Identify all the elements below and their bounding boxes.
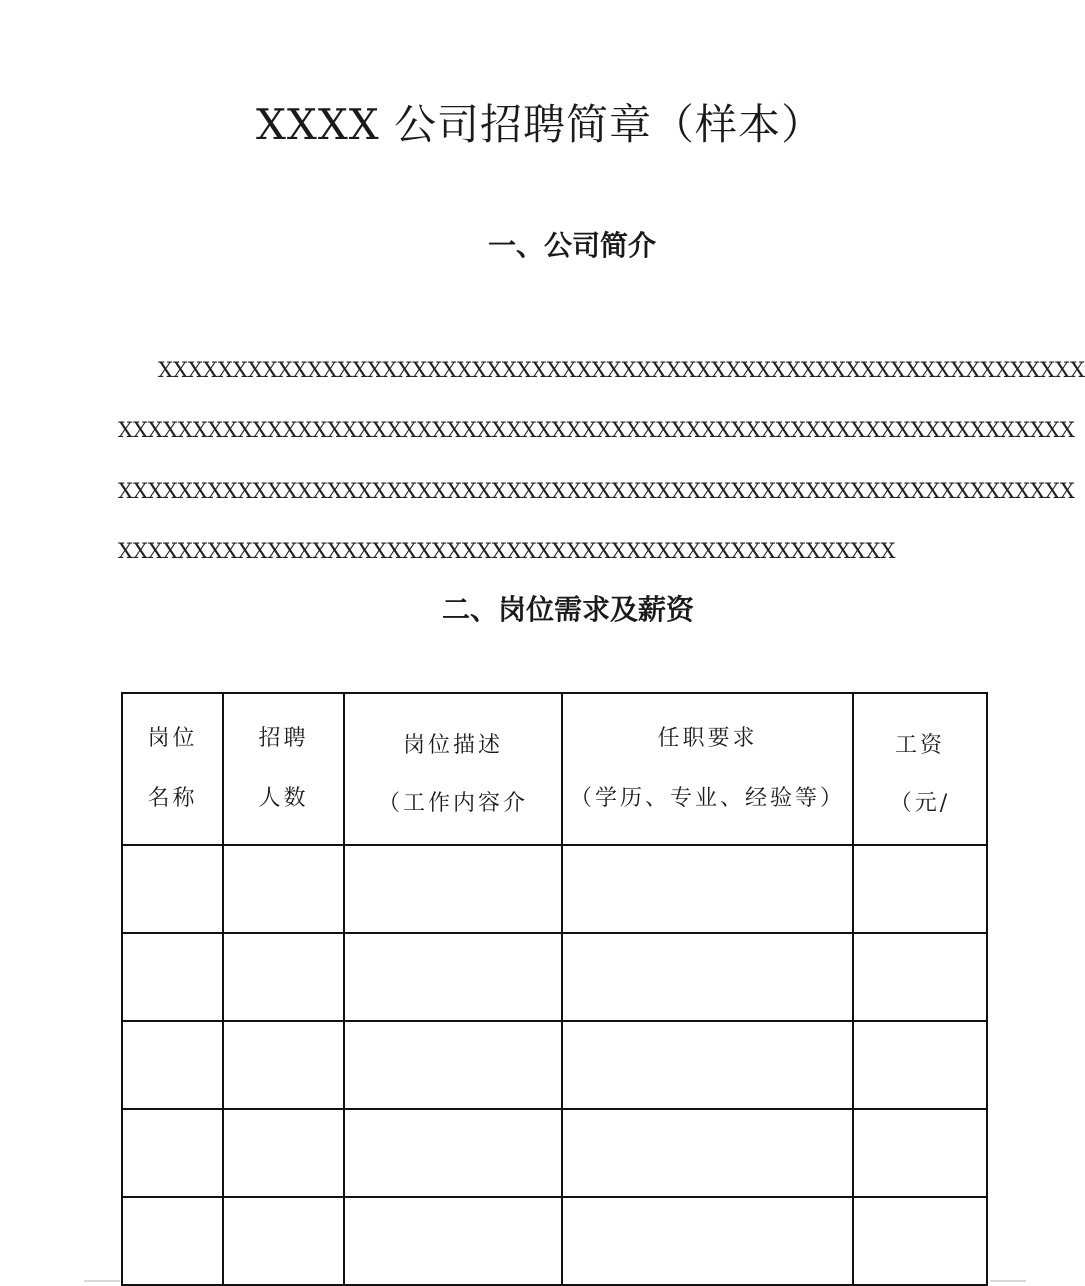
header-line: （学历、专业、经验等） [569,786,845,811]
table-cell[interactable] [223,1109,344,1197]
table-cell[interactable] [853,1197,987,1285]
table-cell[interactable] [853,845,987,933]
table-cell[interactable] [562,1021,853,1109]
table-cell[interactable] [344,1197,562,1285]
intro-text-line: XXXXXXXXXXXXXXXXXXXXXXXXXXXXXXXXXXXXXXXXXXXXXXXXXXXXXXXXXXXXXX [158,358,1085,382]
table-row [122,933,987,1021]
table-cell[interactable] [223,1197,344,1285]
page-margin-marker [84,1280,120,1282]
section-heading-positions-salary: 二、岗位需求及薪资 [442,593,695,626]
page-margin-marker [990,1280,1026,1282]
table-cell[interactable] [122,1021,223,1109]
table-cell[interactable] [223,1021,344,1109]
header-salary [853,693,987,845]
table-cell[interactable] [122,933,223,1021]
table-cell[interactable] [344,933,562,1021]
table-cell[interactable] [853,1021,987,1109]
header-line: 岗位 [147,726,198,751]
table-cell[interactable] [344,1109,562,1197]
table-row [122,845,987,933]
table-cell[interactable] [562,1109,853,1197]
header-line: 工资 [894,733,945,758]
table-cell[interactable] [122,845,223,933]
table-header-row [122,693,987,845]
intro-text-line: XXXXXXXXXXXXXXXXXXXXXXXXXXXXXXXXXXXXXXXXXXXXXXXXXXXXXXXXXXXXXXXX [118,479,1075,503]
header-line: 名称 [147,786,198,811]
section-heading-company-intro: 一、公司简介 [488,229,657,262]
table-cell[interactable] [344,1021,562,1109]
table-cell[interactable] [122,1109,223,1197]
table-cell[interactable] [853,1109,987,1197]
document-title: XXXX 公司招聘简章（样本） [256,100,824,149]
header-headcount [223,693,344,845]
intro-text-line: XXXXXXXXXXXXXXXXXXXXXXXXXXXXXXXXXXXXXXXXXXXXXXXXXXXX [118,539,896,563]
table-cell[interactable] [562,1197,853,1285]
table-cell[interactable] [122,1197,223,1285]
table-row [122,1197,987,1285]
positions-table [121,692,988,1286]
table-cell[interactable] [344,845,562,933]
table-row [122,1021,987,1109]
header-line: 招聘 [258,726,309,751]
table-cell[interactable] [562,933,853,1021]
table-cell[interactable] [853,933,987,1021]
header-requirements [562,693,853,845]
header-line: 任职要求 [657,726,758,751]
intro-text-line: XXXXXXXXXXXXXXXXXXXXXXXXXXXXXXXXXXXXXXXXXXXXXXXXXXXXXXXXXXXXXXXX [118,418,1075,442]
header-position-name [122,693,223,845]
table-cell[interactable] [223,845,344,933]
header-line: （工作内容介 [377,791,528,816]
header-line: 人数 [258,786,309,811]
header-job-description [344,693,562,845]
table-cell[interactable] [223,933,344,1021]
header-line: （元/ [889,791,951,816]
header-line: 岗位描述 [402,733,503,758]
table-row [122,1109,987,1197]
table-cell[interactable] [562,845,853,933]
